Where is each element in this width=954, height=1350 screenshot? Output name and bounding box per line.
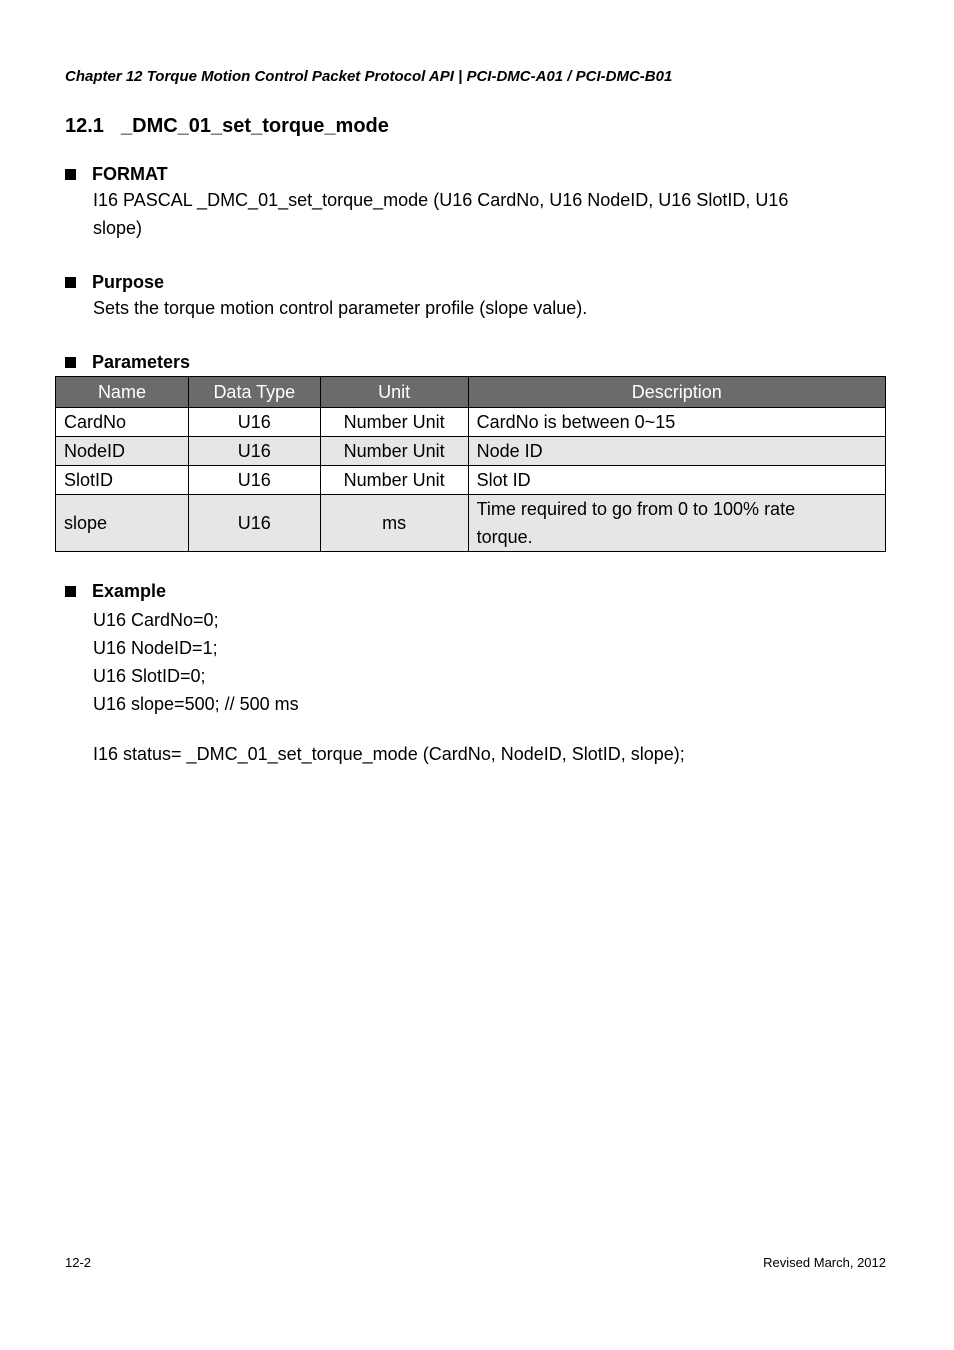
column-header: Unit bbox=[320, 377, 468, 408]
purpose-block bbox=[65, 270, 890, 322]
param-description: Node ID bbox=[468, 437, 885, 466]
table-row bbox=[56, 408, 886, 437]
example-block bbox=[65, 579, 890, 768]
param-description: Slot ID bbox=[468, 466, 885, 495]
format-line-1: I16 PASCAL _DMC_01_set_torque_mode (U16 CardNo, U16 NodeID, U16 SlotID, U16 bbox=[93, 190, 789, 210]
example-line: U16 NodeID=1; bbox=[93, 638, 218, 658]
section-title bbox=[65, 115, 389, 138]
format-heading-text: FORMAT bbox=[92, 164, 168, 184]
purpose-line: Sets the torque motion control parameter profile (slope value). bbox=[93, 298, 588, 318]
format-line-2: slope) bbox=[93, 218, 143, 238]
format-block bbox=[65, 162, 890, 242]
param-name: CardNo bbox=[56, 408, 189, 437]
square-bullet-icon bbox=[65, 357, 76, 368]
purpose-heading-text: Purpose bbox=[92, 272, 165, 292]
param-name: NodeID bbox=[56, 437, 189, 466]
parameters-heading bbox=[65, 350, 890, 374]
param-description-line-1: Time required to go from 0 to 100% rate bbox=[476, 499, 796, 519]
param-type: U16 bbox=[188, 495, 320, 552]
parameters-table bbox=[55, 376, 886, 552]
example-heading bbox=[65, 579, 890, 603]
square-bullet-icon bbox=[65, 169, 76, 180]
example-line: U16 slope=500; // 500 ms bbox=[93, 694, 299, 714]
example-call-line: I16 status= _DMC_01_set_torque_mode (CardNo, NodeID, SlotID, slope); bbox=[93, 744, 685, 764]
table-row bbox=[56, 437, 886, 466]
table-header-row bbox=[56, 377, 886, 408]
table-row bbox=[56, 495, 886, 552]
param-type: U16 bbox=[188, 408, 320, 437]
format-text bbox=[93, 186, 890, 242]
column-header: Name bbox=[56, 377, 189, 408]
example-code bbox=[93, 606, 890, 768]
param-unit: Number Unit bbox=[320, 408, 468, 437]
param-name: slope bbox=[56, 495, 189, 552]
param-unit: Number Unit bbox=[320, 466, 468, 495]
example-line: U16 CardNo=0; bbox=[93, 610, 219, 630]
section-name: _DMC_01_set_torque_mode bbox=[121, 115, 389, 137]
purpose-text bbox=[93, 294, 890, 322]
table-row bbox=[56, 466, 886, 495]
column-header: Data Type bbox=[188, 377, 320, 408]
square-bullet-icon bbox=[65, 586, 76, 597]
example-heading-text: Example bbox=[92, 581, 167, 601]
param-description bbox=[468, 495, 885, 552]
example-line: U16 SlotID=0; bbox=[93, 666, 206, 686]
section-number: 12.1 bbox=[65, 115, 104, 137]
square-bullet-icon bbox=[65, 277, 76, 288]
param-unit: ms bbox=[320, 495, 468, 552]
param-type: U16 bbox=[188, 437, 320, 466]
param-unit: Number Unit bbox=[320, 437, 468, 466]
purpose-heading bbox=[65, 270, 890, 294]
format-heading bbox=[65, 162, 890, 186]
param-type: U16 bbox=[188, 466, 320, 495]
column-header: Description bbox=[468, 377, 885, 408]
chapter-header: Chapter 12 Torque Motion Control Packet Protocol API | PCI-DMC-A01 / PCI-DMC-B01 bbox=[65, 68, 673, 85]
parameters-block bbox=[65, 350, 890, 374]
revision-date: Revised March, 2012 bbox=[763, 1255, 886, 1270]
page-number: 12-2 bbox=[65, 1255, 92, 1270]
param-name: SlotID bbox=[56, 466, 189, 495]
param-description-line-2: torque. bbox=[476, 527, 533, 547]
param-description: CardNo is between 0~15 bbox=[468, 408, 885, 437]
parameters-heading-text: Parameters bbox=[92, 352, 191, 372]
